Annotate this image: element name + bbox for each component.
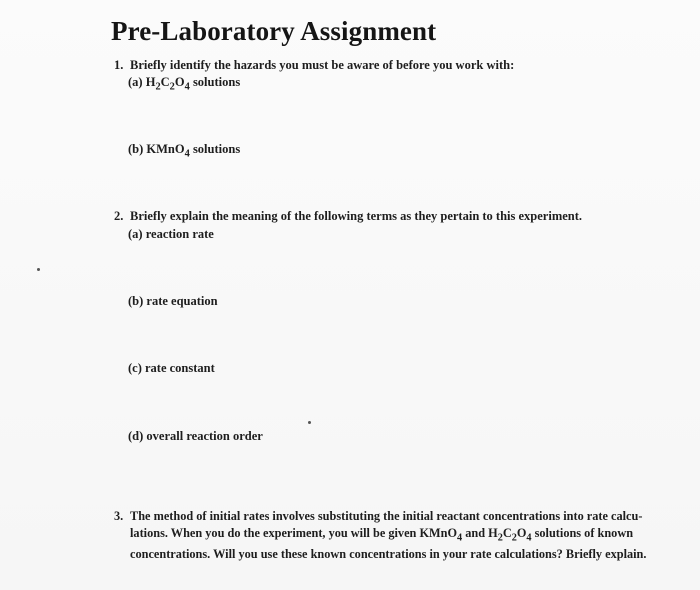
question-1a: (a) $H_2C_2O_4$ solutions <box>128 75 241 93</box>
question-2-number: 2. <box>114 209 124 223</box>
question-2-text: Briefly explain the meaning of the following terms as they pertain to this experiment. <box>130 209 583 223</box>
question-1b: (b) KMnO$_4$ solutions <box>128 142 241 160</box>
question-1 <box>114 58 514 73</box>
page-title: Pre-Laboratory Assignment <box>111 16 437 46</box>
question-2c: (c) rate constant <box>128 361 215 375</box>
question-3-line-3: concentrations. Will you use these known concentrations in your rate calculations? Briefly explain. <box>130 547 647 562</box>
scan-mark <box>308 421 311 424</box>
question-3-line-1: The method of initial rates involves substituting the initial reactant concentrations into rate calcu- <box>130 509 643 523</box>
question-1-number: 1. <box>114 58 124 72</box>
question-3-line-2: lations. When you do the experiment, you will be given KMnO$_4$ and $H_2C_2O_4$ solutions of known <box>130 525 634 543</box>
question-1-text: Briefly identify the hazards you must be aware of before you work with: <box>130 58 515 72</box>
question-2 <box>114 209 582 224</box>
question-3 <box>114 508 659 563</box>
question-2d: (d) overall reaction order <box>128 429 263 443</box>
question-2a: (a) reaction rate <box>128 227 214 241</box>
scan-mark <box>37 268 40 271</box>
question-2b: (b) rate equation <box>128 294 218 308</box>
question-3-number: 3. <box>114 509 124 523</box>
